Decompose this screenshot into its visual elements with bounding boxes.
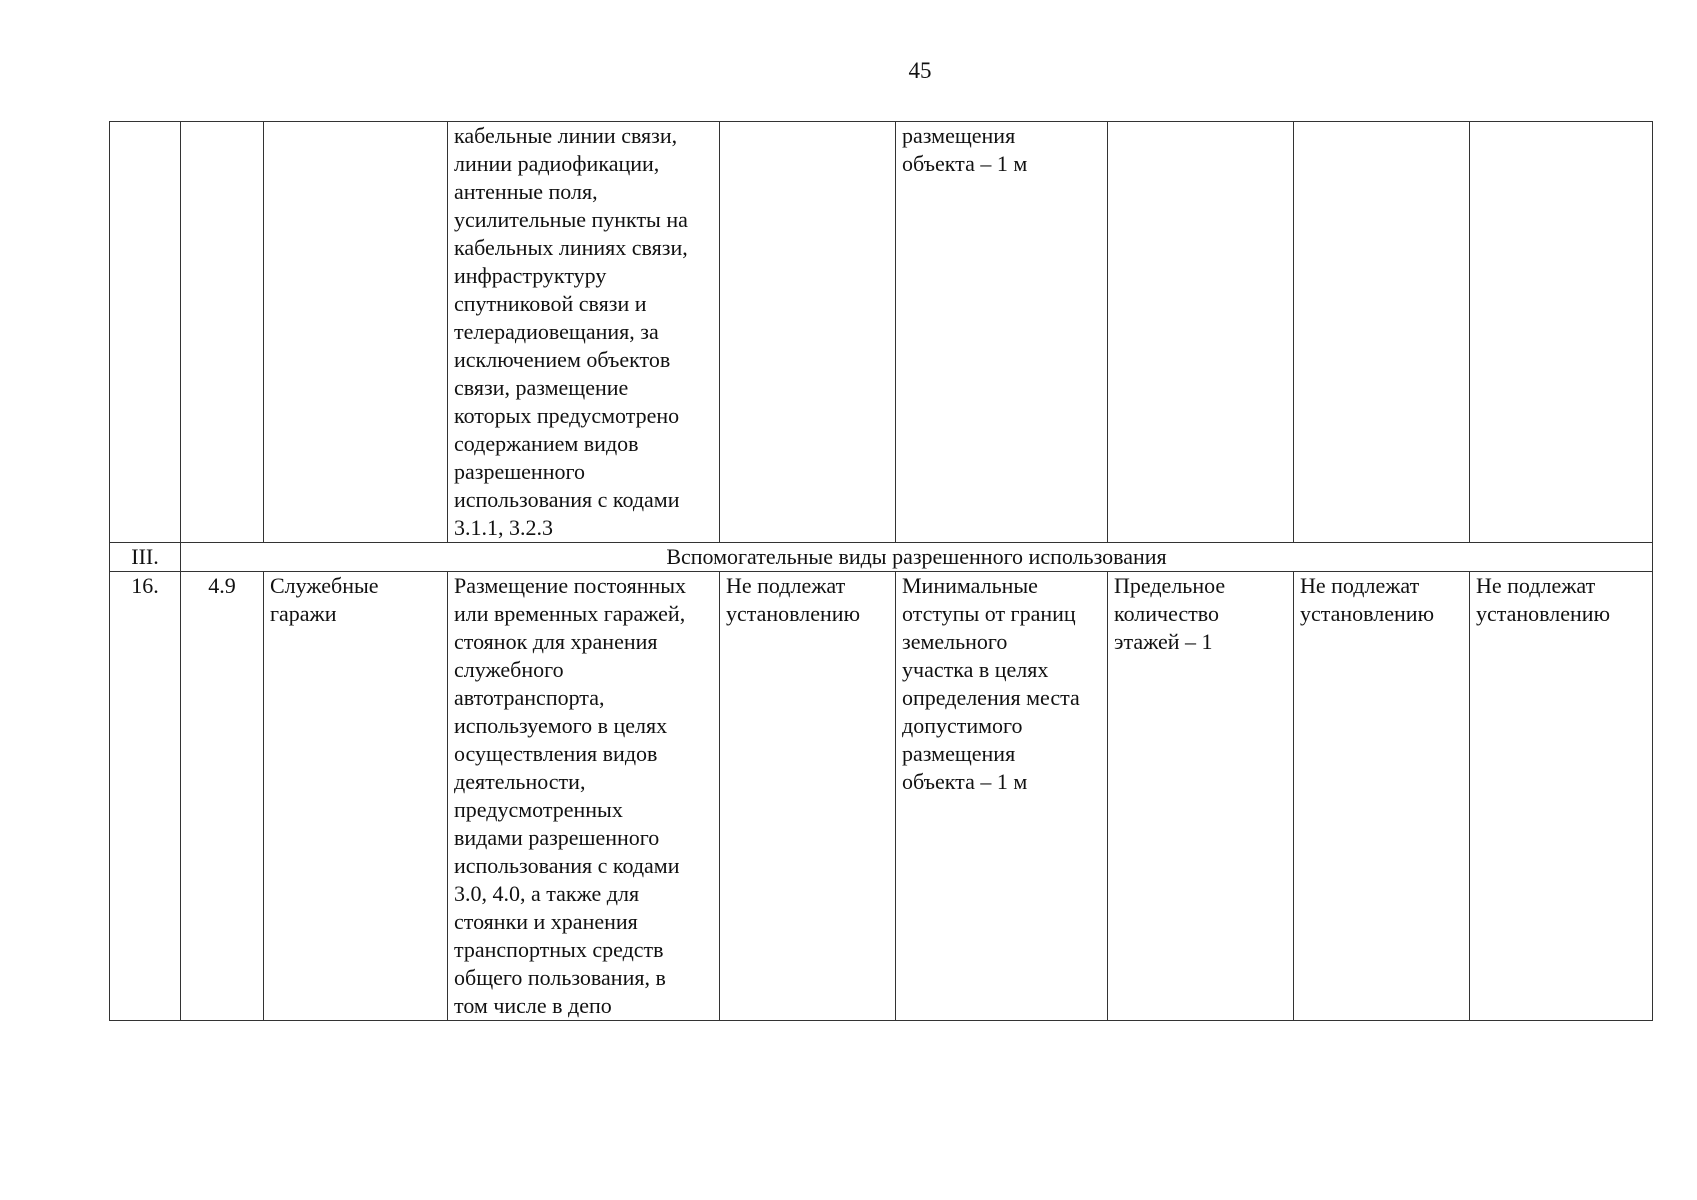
- cell-number: 16.: [110, 572, 181, 1021]
- cell-other: Не подлежат установлению: [1470, 572, 1653, 1021]
- cell-setbacks: Минимальные отступы от границ земельного участка в целях определения места допустимого размещения объекта – 1 м: [896, 572, 1108, 1021]
- cell-plot-size: Не подлежат установлению: [720, 572, 896, 1021]
- cell-floors: [1108, 122, 1294, 543]
- cell-code: 4.9: [181, 572, 264, 1021]
- table-row-16: [110, 572, 1653, 1021]
- cell-other: [1470, 122, 1653, 543]
- table-row-continued: [110, 122, 1653, 543]
- cell-floors: Предельное количество этажей – 1: [1108, 572, 1294, 1021]
- cell-code: [181, 122, 264, 543]
- cell-plot-size: [720, 122, 896, 543]
- cell-number: [110, 122, 181, 543]
- section-title: Вспомогательные виды разрешенного использования: [181, 543, 1653, 572]
- cell-setbacks: размещения объекта – 1 м: [896, 122, 1108, 543]
- cell-coverage: [1294, 122, 1470, 543]
- cell-description: Размещение постоянных или временных гаражей, стоянок для хранения служебного автотранспорта, используемого в целях осуществления видов деятельности, предусмотренных видами разрешенного использования с кодами 3.0, 4.0, а также для стоянки и хранения транспортных средств общего пользования, в том числе в депо: [448, 572, 720, 1021]
- page-number: 45: [908, 58, 932, 83]
- cell-name: [264, 122, 448, 543]
- section-number: III.: [110, 543, 181, 572]
- land-use-table: [109, 121, 1653, 1021]
- table-row-section: [110, 543, 1653, 572]
- cell-description: кабельные линии связи, линии радиофикации, антенные поля, усилительные пункты на кабельных линиях связи, инфраструктуру спутниковой связи и телерадиовещания, за исключением объектов связи, размещение которых предусмотрено содержанием видов разрешенного использования с кодами 3.1.1, 3.2.3: [448, 122, 720, 543]
- cell-name: Служебные гаражи: [264, 572, 448, 1021]
- cell-coverage: Не подлежат установлению: [1294, 572, 1470, 1021]
